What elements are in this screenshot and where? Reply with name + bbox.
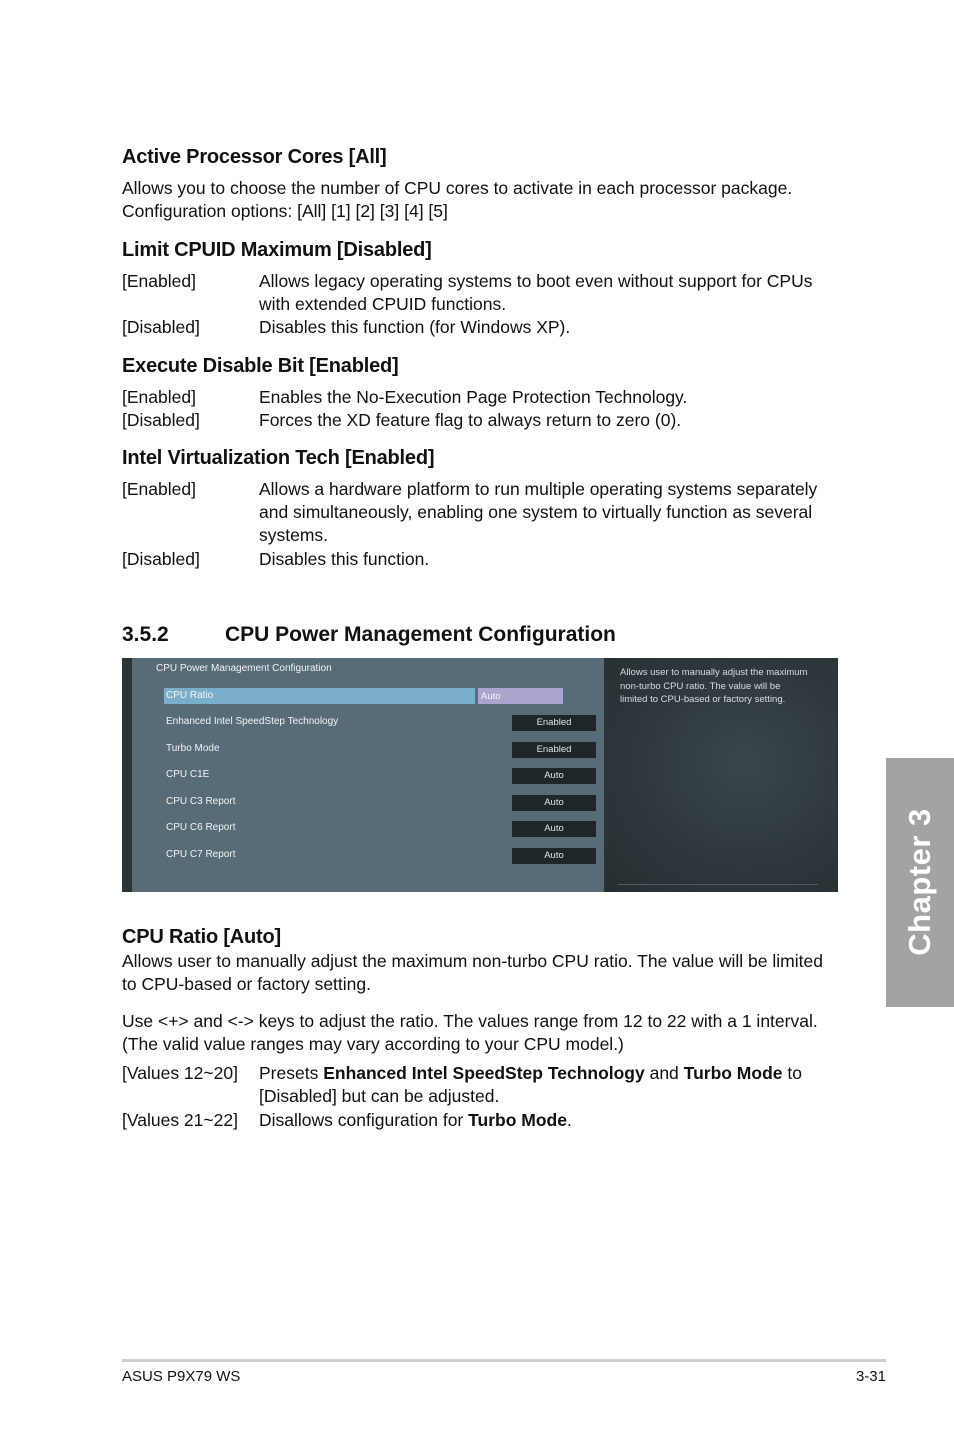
heading-cpu-ratio: CPU Ratio [Auto] bbox=[122, 926, 281, 948]
active-cores-line1: Allows you to choose the number of CPU cores to activate in each processor package. bbox=[122, 178, 793, 198]
option-term: [Disabled] bbox=[122, 549, 200, 569]
bios-value-button[interactable]: Auto bbox=[511, 820, 597, 838]
option-term: [Disabled] bbox=[122, 410, 200, 430]
chapter-tab bbox=[886, 758, 954, 1007]
section-title: CPU Power Management Configuration bbox=[225, 623, 616, 646]
footer-product-name: ASUS P9X79 WS bbox=[122, 1368, 241, 1385]
cpu-ratio-values-21-22-row bbox=[122, 1109, 834, 1132]
heading-execute-disable-bit: Execute Disable Bit [Enabled] bbox=[122, 355, 399, 377]
bios-value-button[interactable]: Enabled bbox=[511, 714, 597, 732]
def-text: . bbox=[566, 1110, 572, 1130]
def-text: to [Disabled] but can be adjusted. bbox=[259, 1063, 802, 1106]
bios-row-label: CPU Ratio bbox=[166, 690, 214, 701]
intel-vt-enabled-row bbox=[122, 478, 834, 547]
footer-page-number: 3-31 bbox=[855, 1368, 886, 1385]
bios-value-button[interactable]: Auto bbox=[511, 794, 597, 812]
option-definition: Allows a hardware platform to run multiple operating systems separately and simultaneously, enabling one system to virtually function as several systems. bbox=[259, 479, 818, 545]
bios-row-cpu-ratio[interactable] bbox=[164, 688, 564, 704]
execute-disable-disabled-row bbox=[122, 409, 834, 432]
option-definition bbox=[259, 1062, 834, 1108]
def-text: and bbox=[644, 1063, 684, 1083]
bios-value-button[interactable]: Auto bbox=[511, 767, 597, 785]
bios-help-panel bbox=[606, 658, 838, 892]
def-bold: Turbo Mode bbox=[683, 1063, 783, 1083]
intel-vt-disabled-row bbox=[122, 548, 834, 571]
help-panel-divider bbox=[618, 884, 818, 885]
option-term: [Enabled] bbox=[122, 479, 196, 499]
def-text: Disallows configuration for bbox=[259, 1110, 469, 1130]
section-number: 3.5.2 bbox=[122, 623, 169, 646]
bios-help-text: Allows user to manually adjust the maximum non-turbo CPU ratio. The value will be limited to CPU-based or factory setting. bbox=[620, 667, 808, 705]
option-definition: Forces the XD feature flag to always return to zero (0). bbox=[259, 410, 682, 430]
bios-settings-panel bbox=[132, 658, 604, 892]
bios-row-cpu-c7[interactable] bbox=[164, 847, 564, 863]
def-text: Presets bbox=[259, 1063, 324, 1083]
option-definition: Disables this function (for Windows XP). bbox=[259, 317, 571, 337]
option-term: [Values 21~22] bbox=[122, 1110, 238, 1130]
option-term: [Enabled] bbox=[122, 387, 196, 407]
heading-active-processor-cores: Active Processor Cores [All] bbox=[122, 146, 387, 168]
active-cores-description bbox=[122, 177, 834, 223]
bios-row-speedstep[interactable] bbox=[164, 714, 572, 730]
option-definition: Enables the No-Execution Page Protection Technology. bbox=[259, 387, 688, 407]
bios-row-cpu-c1e[interactable] bbox=[164, 767, 564, 783]
limit-cpuid-disabled-row bbox=[122, 316, 834, 339]
bios-value-button[interactable]: Auto bbox=[511, 847, 597, 865]
limit-cpuid-enabled-row bbox=[122, 270, 834, 316]
bios-row-label: CPU C7 Report bbox=[166, 849, 236, 860]
bios-row-cpu-c6[interactable] bbox=[164, 820, 564, 836]
bios-row-label: Turbo Mode bbox=[166, 743, 220, 754]
execute-disable-enabled-row bbox=[122, 386, 834, 409]
option-definition: Allows legacy operating systems to boot even without support for CPUs with extended CPUID functions. bbox=[259, 271, 813, 314]
bios-row-label: CPU C3 Report bbox=[166, 796, 236, 807]
bios-value-button[interactable]: Enabled bbox=[511, 741, 597, 759]
def-bold: Turbo Mode bbox=[468, 1110, 567, 1130]
chapter-tab-label: Chapter 3 bbox=[902, 808, 937, 956]
bios-row-label: Enhanced Intel SpeedStep Technology bbox=[166, 716, 339, 727]
active-cores-line2: Configuration options: [All] [1] [2] [3] [4] [5] bbox=[122, 201, 448, 221]
bios-row-cpu-c3[interactable] bbox=[164, 794, 564, 810]
cpu-ratio-values-12-20-row bbox=[122, 1062, 834, 1108]
cpu-ratio-para1: Allows user to manually adjust the maximum non-turbo CPU ratio. The value will be limited to CPU-based or factory setting. bbox=[122, 951, 823, 994]
bios-panel-title: CPU Power Management Configuration bbox=[156, 663, 332, 674]
bios-row-label: CPU C6 Report bbox=[166, 822, 236, 833]
heading-limit-cpuid: Limit CPUID Maximum [Disabled] bbox=[122, 239, 432, 261]
bios-row-turbo-mode[interactable] bbox=[164, 741, 572, 757]
cpu-ratio-para2: Use <+> and <-> keys to adjust the ratio. The values range from 12 to 22 with a 1 interval. (The valid value ranges may vary according to your CPU model.) bbox=[122, 1011, 818, 1054]
bios-row-label: CPU C1E bbox=[166, 769, 210, 780]
heading-intel-virtualization: Intel Virtualization Tech [Enabled] bbox=[122, 447, 435, 469]
def-bold: Enhanced Intel SpeedStep Technology bbox=[323, 1063, 645, 1083]
option-definition bbox=[259, 1109, 834, 1132]
bios-value-field[interactable]: Auto bbox=[478, 688, 563, 704]
option-definition: Disables this function. bbox=[259, 549, 430, 569]
option-term: [Values 12~20] bbox=[122, 1063, 238, 1083]
option-term: [Enabled] bbox=[122, 271, 196, 291]
option-term: [Disabled] bbox=[122, 317, 200, 337]
footer-divider bbox=[122, 1359, 886, 1362]
bios-screenshot bbox=[122, 658, 838, 892]
